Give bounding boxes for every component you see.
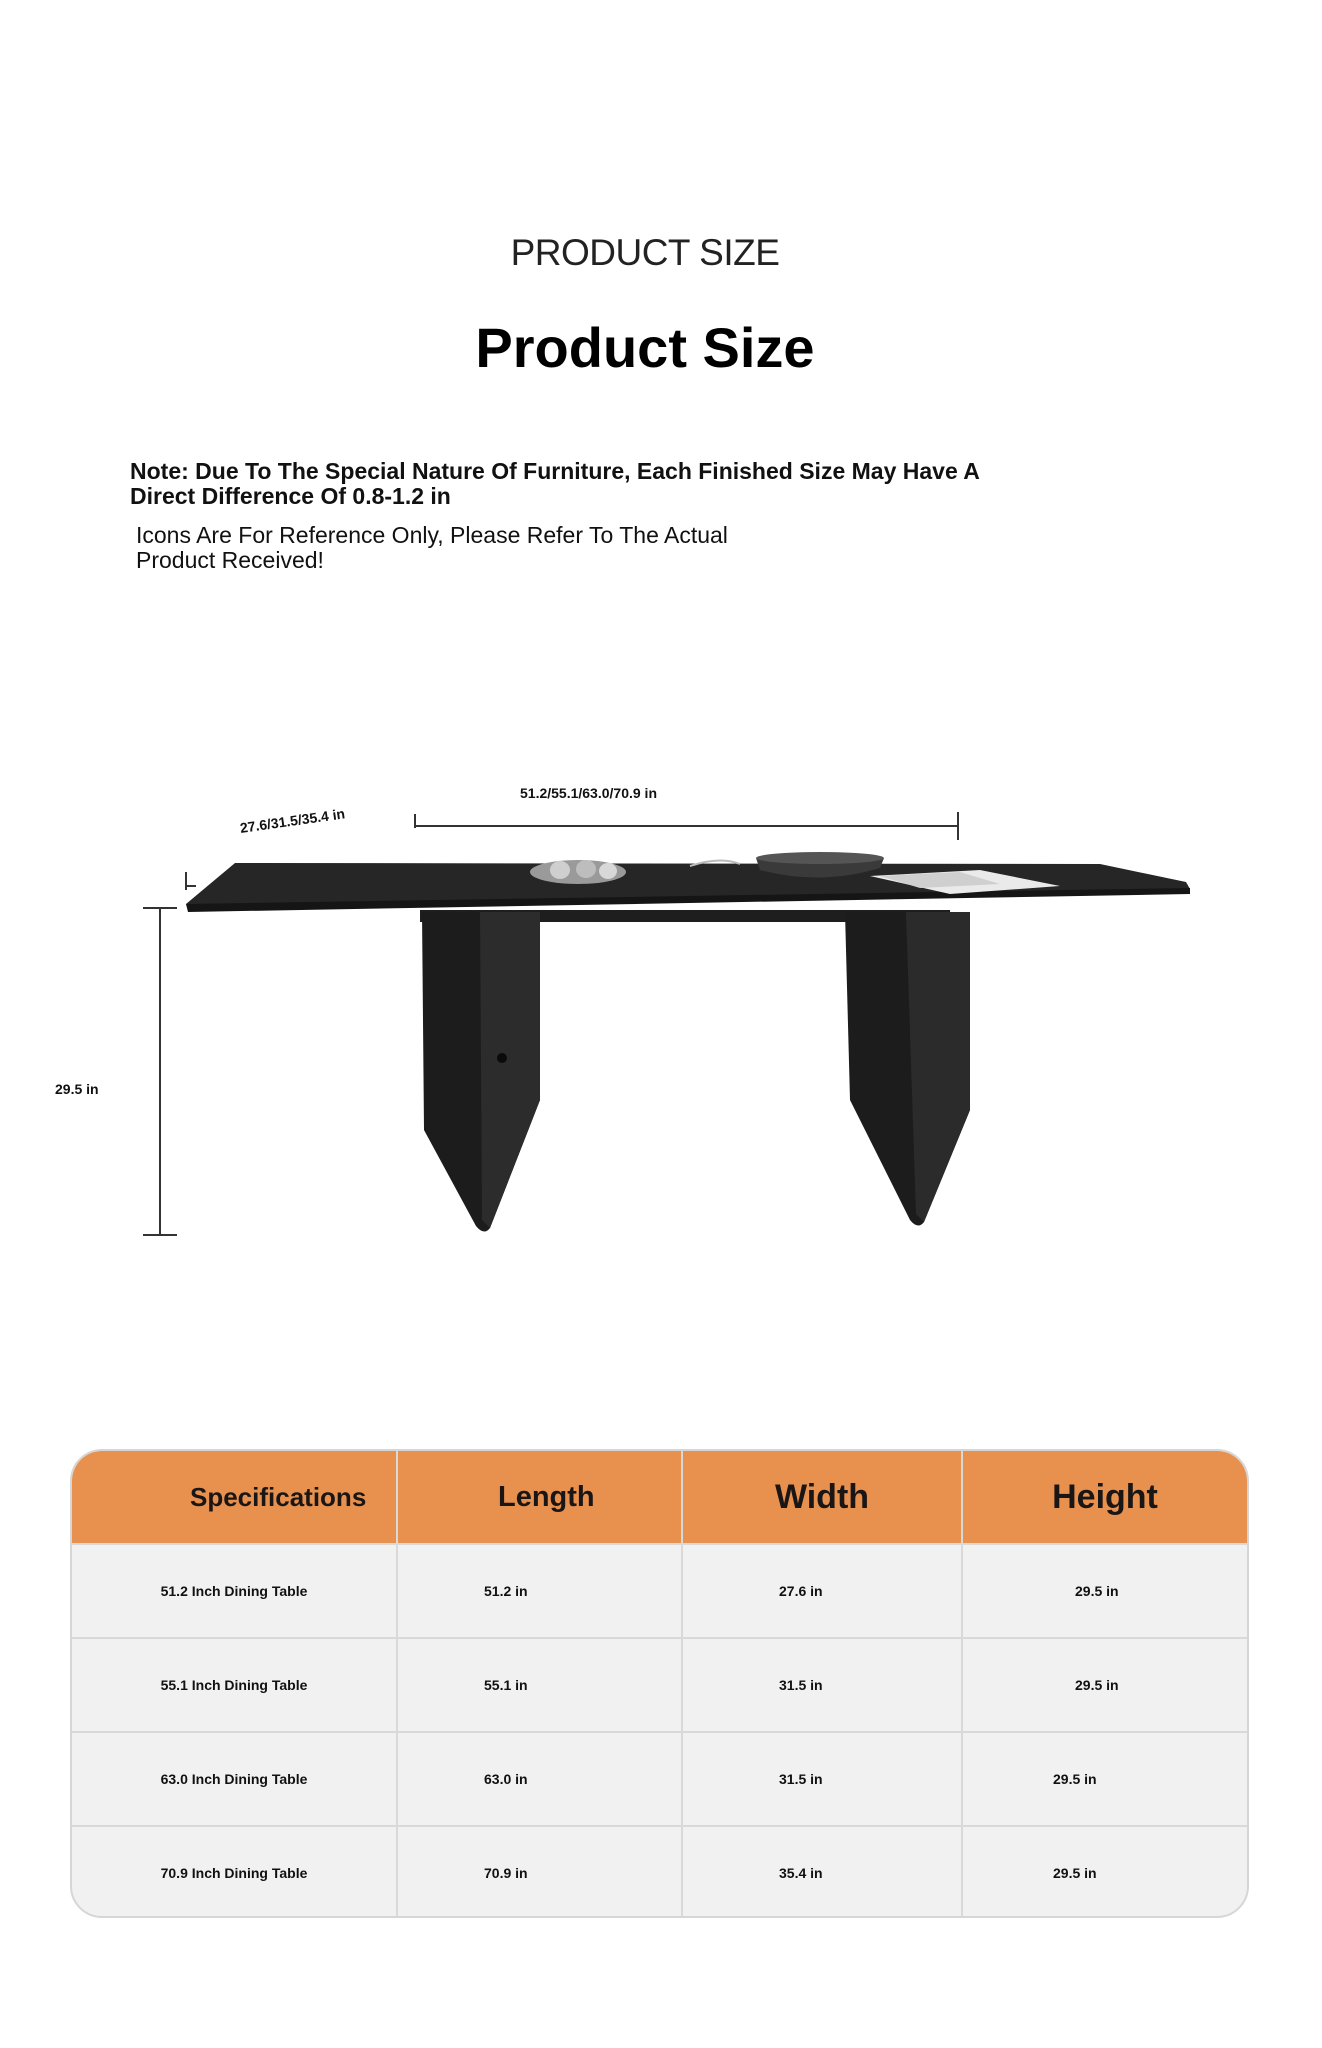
row-height: 29.5 in — [962, 1826, 1247, 1918]
length-dimension-label: 51.2/55.1/63.0/70.9 in — [520, 785, 657, 801]
length-dimension-line — [415, 812, 958, 840]
row-height: 29.5 in — [962, 1638, 1247, 1732]
row-length: 51.2 in — [397, 1544, 682, 1638]
height-dimension-label: 29.5 in — [55, 1081, 99, 1097]
section-kicker: PRODUCT SIZE — [510, 232, 780, 273]
header-length: Length — [397, 1451, 682, 1544]
row-spec-name: 63.0 Inch Dining Table — [72, 1732, 397, 1826]
right-table-leg — [845, 912, 970, 1226]
table-row — [72, 1544, 1247, 1638]
table-row — [72, 1638, 1247, 1732]
specifications-table — [70, 1449, 1249, 1918]
header-width: Width — [682, 1451, 962, 1544]
header-specifications: Specifications — [72, 1451, 397, 1544]
row-width: 31.5 in — [682, 1732, 962, 1826]
row-spec-name: 55.1 Inch Dining Table — [72, 1638, 397, 1732]
row-height: 29.5 in — [962, 1544, 1247, 1638]
depth-dimension-line — [186, 872, 196, 890]
table-header-row — [72, 1451, 1247, 1544]
table-row — [72, 1732, 1247, 1826]
row-width: 31.5 in — [682, 1638, 962, 1732]
row-length: 70.9 in — [397, 1826, 682, 1918]
depth-dimension-label: 27.6/31.5/35.4 in — [238, 805, 346, 836]
page-title: Product Size — [475, 316, 815, 379]
row-length: 55.1 in — [397, 1638, 682, 1732]
reference-disclaimer: Icons Are For Reference Only, Please Refer To The Actual Product Received! — [136, 522, 728, 573]
row-spec-name: 51.2 Inch Dining Table — [72, 1544, 397, 1638]
size-tolerance-note: Note: Due To The Special Nature Of Furniture, Each Finished Size May Have A Direct Difference Of 0.8-1.2 in — [130, 458, 980, 509]
row-width: 27.6 in — [682, 1544, 962, 1638]
header-height: Height — [962, 1451, 1247, 1544]
table-row — [72, 1826, 1247, 1918]
left-table-leg — [422, 912, 540, 1232]
row-height: 29.5 in — [962, 1732, 1247, 1826]
table-top — [186, 863, 1190, 912]
row-width: 35.4 in — [682, 1826, 962, 1918]
height-dimension-line — [143, 908, 177, 1235]
row-spec-name: 70.9 Inch Dining Table — [72, 1826, 397, 1918]
row-length: 63.0 in — [397, 1732, 682, 1826]
dining-table-illustration — [0, 760, 1322, 1260]
